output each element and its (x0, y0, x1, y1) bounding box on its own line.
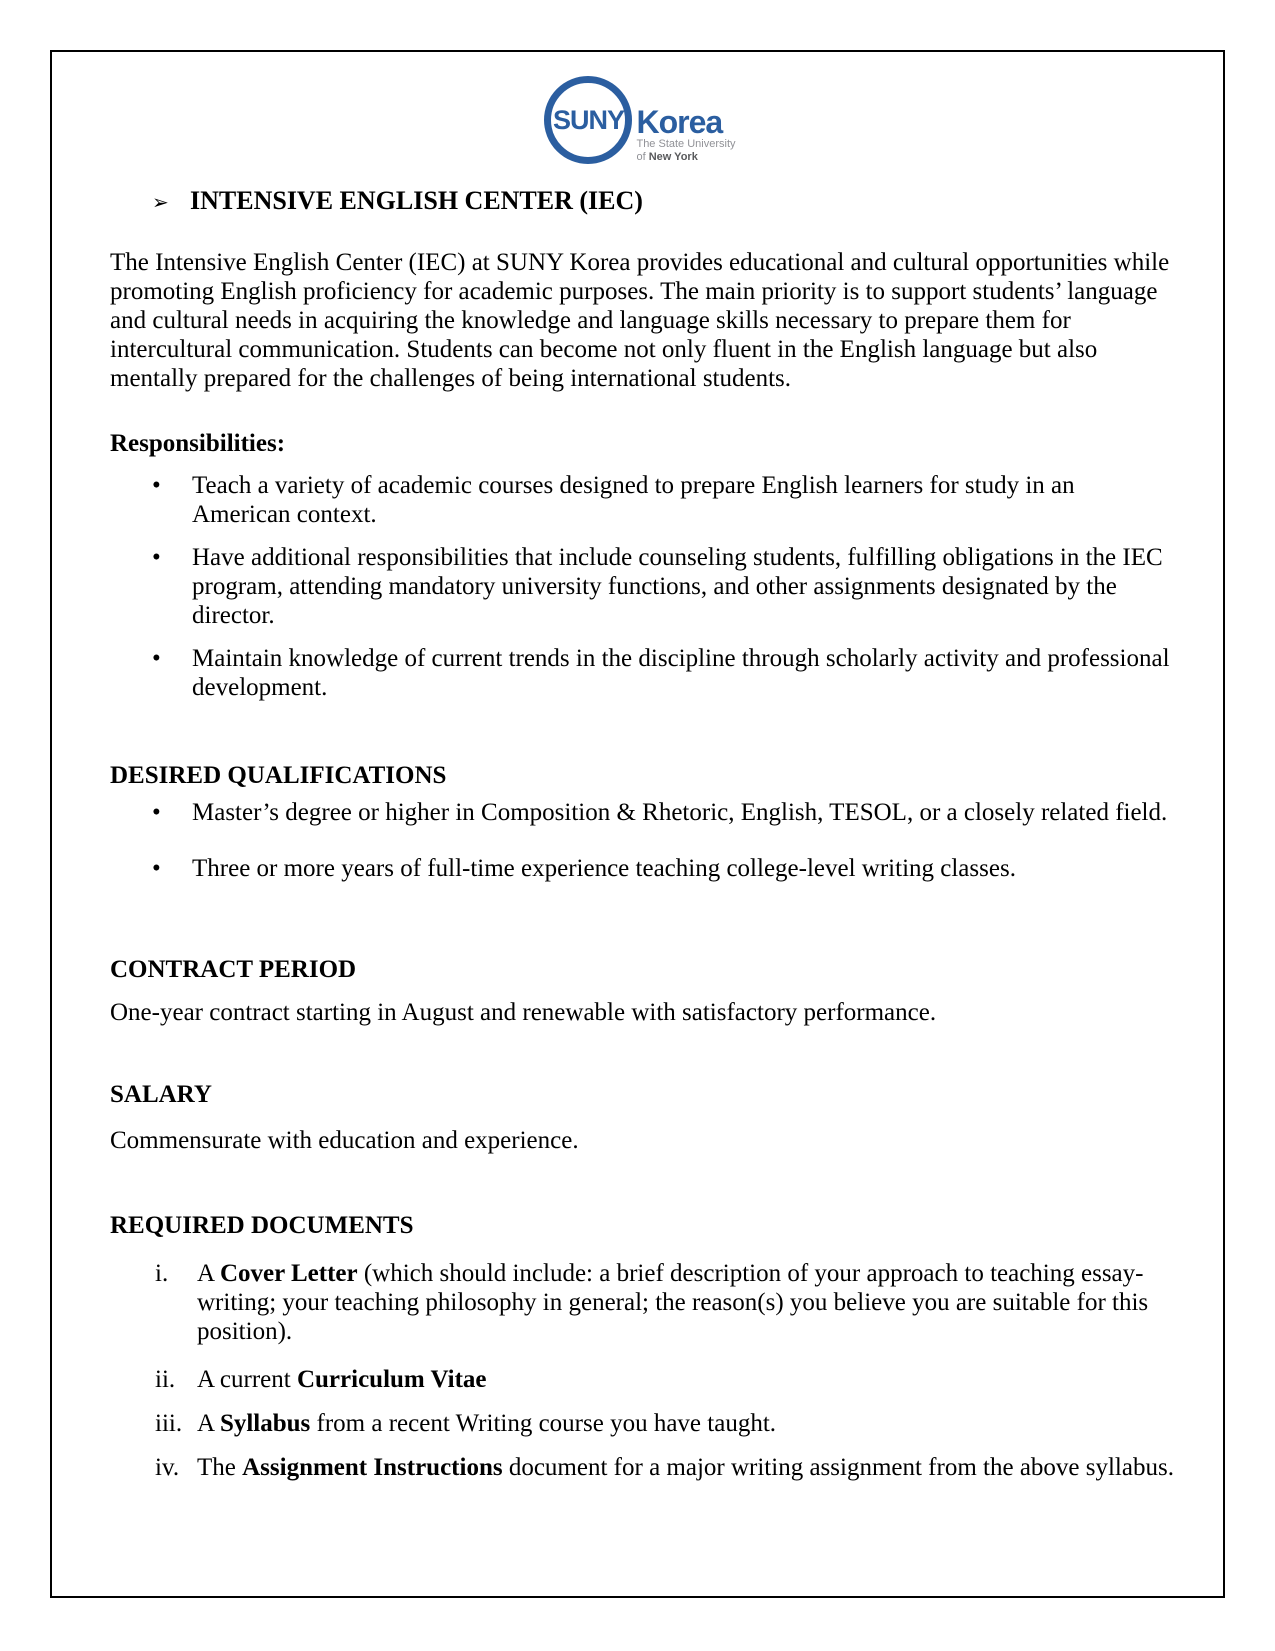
responsibilities-list (110, 471, 1170, 702)
required-documents-list (110, 1259, 1205, 1482)
list-item (110, 798, 1170, 827)
qualification-item-text: Three or more years of full-time experience teaching college-level writing classes. (192, 855, 1016, 882)
list-item (110, 644, 1170, 702)
required-documents-heading: REQUIRED DOCUMENTS (110, 1212, 414, 1239)
contract-period-text: One-year contract starting in August and renewable with satisfactory performance. (110, 999, 937, 1026)
logo-tagline-line1: The State University (636, 138, 736, 150)
responsibility-item-text: Have additional responsibilities that include counseling students, fulfilling obligations in the IEC program, attending mandatory university functions, and other assignments designated by the director. (192, 544, 1163, 629)
roman-numeral: iii. (155, 1410, 183, 1437)
intro-paragraph: The Intensive English Center (IEC) at SUNY Korea provides educational and cultural opportunities while promoting English proficiency for academic purposes. The main priority is to support students’ language and cultural needs in acquiring the knowledge and language skills necessary to prepare them for intercultural communication. Students can become not only fluent in the English language but also mentally prepared for the challenges of being international students. (110, 249, 1170, 392)
list-item (110, 1259, 1205, 1346)
suny-circle-logo-icon (544, 76, 632, 164)
contract-period-heading: CONTRACT PERIOD (110, 956, 357, 983)
list-item (110, 1409, 1205, 1438)
page-border (50, 50, 1225, 1598)
bullet-icon: • (152, 799, 161, 826)
list-item (110, 854, 1170, 883)
logo-tagline-of: of (636, 151, 649, 163)
responsibility-item-text: Maintain knowledge of current trends in the discipline through scholarly activity and professional development. (192, 645, 1170, 701)
list-item (110, 543, 1170, 630)
page-title (110, 186, 1170, 217)
responsibilities-heading: Responsibilities: (110, 430, 286, 457)
desired-qualifications-heading: DESIRED QUALIFICATIONS (110, 762, 447, 789)
required-document-text: A Syllabus from a recent Writing course you have taught. (197, 1410, 777, 1437)
desired-qualifications-list (110, 798, 1170, 883)
required-document-text: A Cover Letter (which should include: a brief description of your approach to teaching essay-writing; your teaching philosophy in general; the reason(s) you believe you are suitable for this position). (197, 1260, 1149, 1345)
list-item (110, 471, 1170, 529)
suny-circle-text: SUNY (552, 104, 624, 135)
bullet-icon: • (152, 544, 161, 571)
required-document-text: A current Curriculum Vitae (197, 1366, 487, 1393)
suny-korea-logo (110, 76, 1170, 164)
page-title-text: INTENSIVE ENGLISH CENTER (IEC) (190, 186, 643, 215)
roman-numeral: i. (155, 1260, 169, 1287)
qualification-item-text: Master’s degree or higher in Composition & Rhetoric, English, TESOL, or a closely related field. (192, 799, 1168, 826)
roman-numeral: iv. (155, 1454, 180, 1481)
arrow-bullet-icon: ➢ (152, 190, 169, 214)
bullet-icon: • (152, 855, 161, 882)
required-document-text: The Assignment Instructions document for a major writing assignment from the above syllabus. (197, 1454, 1174, 1481)
salary-heading: SALARY (110, 1081, 212, 1108)
logo-tagline (636, 138, 735, 164)
logo-korea-text: Korea (636, 104, 723, 140)
roman-numeral: ii. (155, 1366, 176, 1393)
logo-tagline-newyork: New York (648, 151, 698, 163)
list-item (110, 1453, 1205, 1482)
responsibility-item-text: Teach a variety of academic courses designed to prepare English learners for study in an American context. (192, 472, 1075, 528)
salary-text: Commensurate with education and experience. (110, 1127, 579, 1154)
list-item (110, 1365, 1205, 1394)
logo-wordmark (636, 76, 735, 164)
bullet-icon: • (152, 645, 161, 672)
bullet-icon: • (152, 472, 161, 499)
